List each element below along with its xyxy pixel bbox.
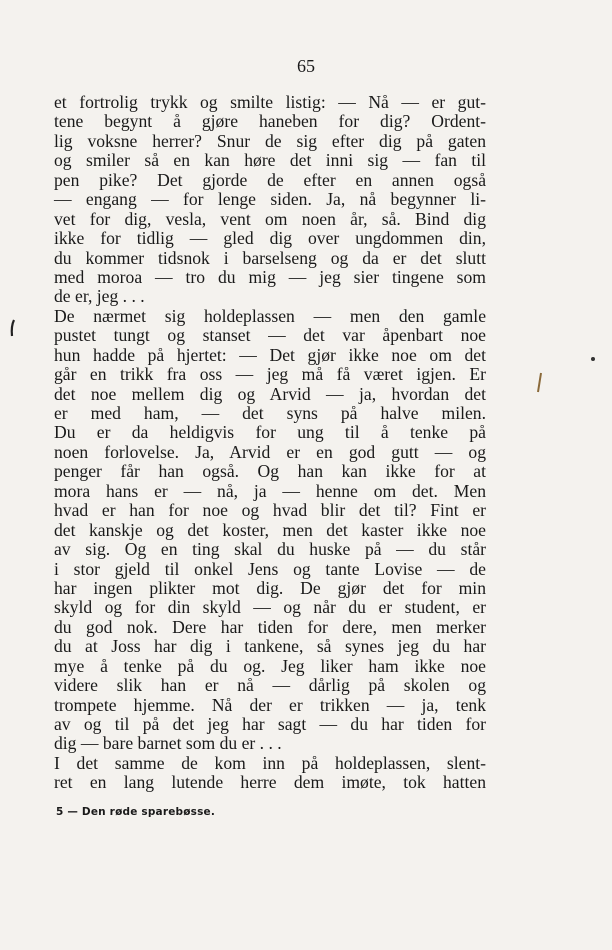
text-line: går en trikk fra oss — jeg må få været igjen. Er (54, 364, 486, 385)
text-line: videre slik han er nå — dårlig på skolen og (54, 675, 486, 696)
text-line: ikke for tidlig — gled dig over ungdommen din, (54, 228, 486, 249)
body-text (54, 93, 486, 793)
text-line: tene begynt å gjøre haneben for dig? Ordent- (54, 111, 486, 132)
text-line: pen pike? Det gjorde de efter en annen også (54, 169, 486, 190)
text-line: mora hans er — nå, ja — henne om det. Men (54, 480, 486, 501)
text-line: av sig. Og en ting skal du huske på — du står (54, 539, 486, 560)
text-line: ret en lang lutende herre dem imøte, tok hatten (54, 772, 486, 793)
text-line: i stor gjeld til onkel Jens og tante Lovise — de (54, 558, 486, 579)
text-line: det noe mellem dig og Arvid — ja, hvordan det (54, 383, 486, 404)
text-line: det kanskje og det koster, men det kaster ikke noe (54, 519, 486, 540)
text-line: penger får han også. Og han kan ikke for at (54, 461, 486, 482)
text-line: med moroa — tro du mig — jeg sier tingene som (54, 266, 486, 287)
text-line: av og til på det jeg har sagt — du har tiden for (54, 714, 486, 734)
text-line: De nærmet sig holdeplassen — men den gamle (54, 305, 486, 326)
text-line: og smiler så en kan høre det inni sig — fan til (54, 150, 486, 171)
text-line: et fortrolig trykk og smilte listig: — Nå — er gut- (54, 92, 486, 112)
text-line: dig — bare barnet som du er . . . (54, 733, 282, 754)
text-line: du kommer tidsnok i barselseng og da er det slutt (54, 247, 486, 268)
text-line: — engang — for lenge siden. Ja, nå begynner li- (54, 189, 486, 210)
margin-mark-left (8, 318, 18, 338)
text-line: hun hadde på hjertet: — Det gjør ikke noe om det (54, 344, 486, 365)
margin-mark-right-dot (590, 356, 596, 362)
text-line: du god nok. Dere har tiden for dere, men merker (54, 616, 486, 637)
text-line: de er, jeg . . . (54, 286, 145, 307)
text-line: mye å tenke på du og. Jeg liker ham ikke noe (54, 655, 486, 676)
margin-mark-right-stroke (534, 372, 544, 394)
page-number: 65 (297, 56, 315, 76)
text-line: noen forlovelse. Ja, Arvid er en god gutt — og (54, 441, 486, 462)
text-line: I det samme de kom inn på holdeplassen, slent- (54, 752, 486, 773)
text-line: Du er da heldigvis for ung til å tenke på (54, 422, 486, 443)
text-line: lig voksne herrer? Snur de sig efter dig på gaten (54, 130, 486, 151)
text-line: skyld og for din skyld — og når du er student, er (54, 597, 486, 618)
text-line: er med ham, — det syns på halve milen. (54, 403, 486, 423)
text-line: trompete hjemme. Nå der er trikken — ja, tenk (54, 694, 486, 715)
text-line: pustet tungt og stanset — det var åpenbart noe (54, 325, 486, 346)
printer-signature: 5 — Den røde sparebøsse. (56, 806, 216, 818)
text-line: har ingen plikter mot dig. De gjør det for min (54, 577, 486, 598)
text-line: hvad er han for noe og hvad blir det til? Fint er (54, 500, 486, 521)
text-line: vet for dig, vesla, vent om noen år, så. Bind dig (54, 208, 486, 229)
text-line: du at Joss har dig i tankene, så synes jeg du har (54, 636, 486, 657)
